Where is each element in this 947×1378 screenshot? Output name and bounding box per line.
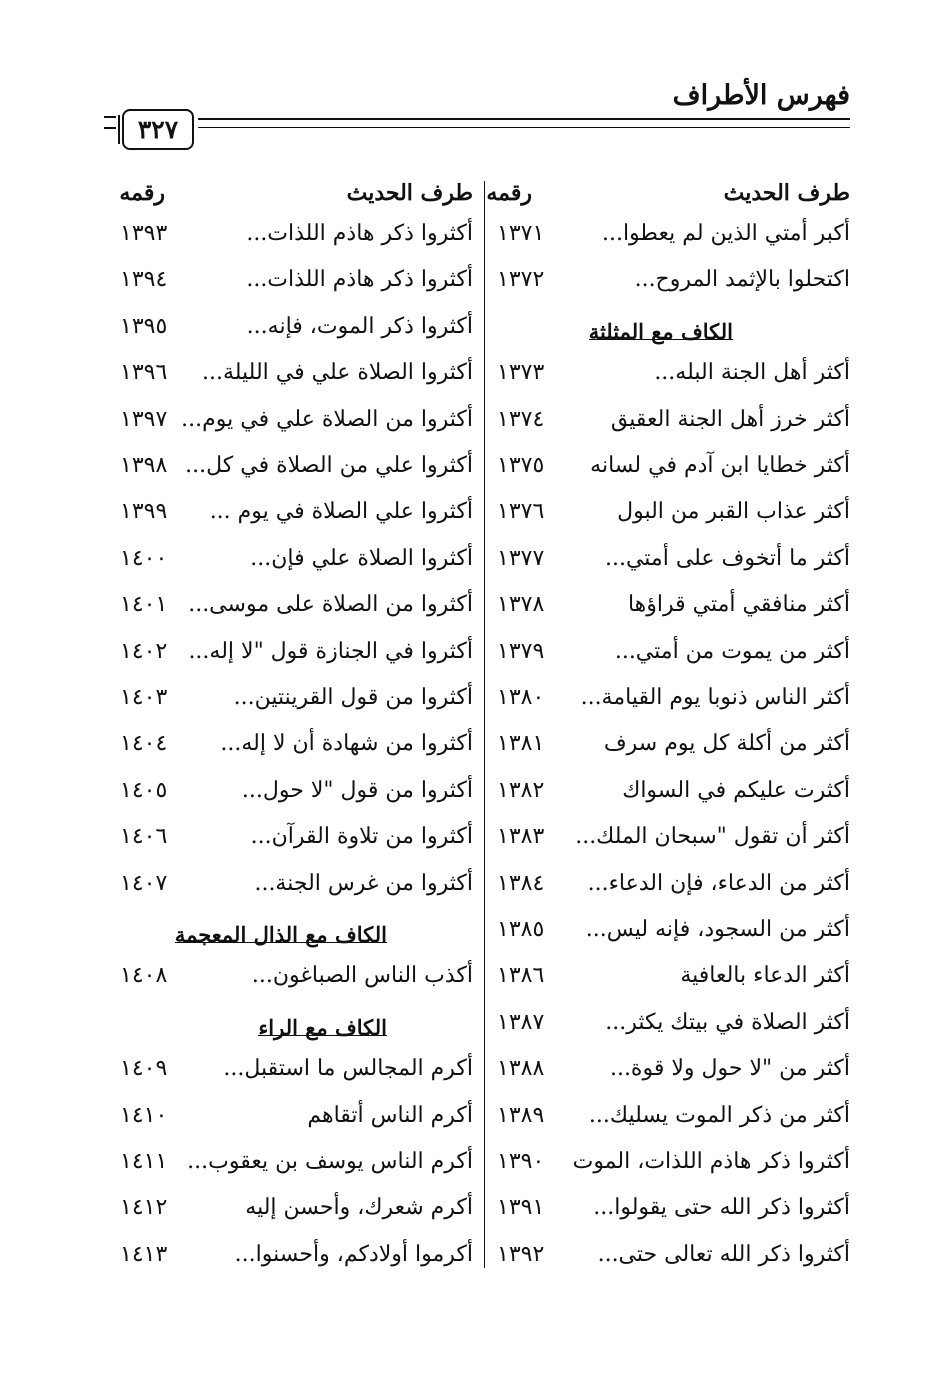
hadith-entry-number: ١٣٧٧ [497, 545, 545, 571]
hadith-entry-number: ١٣٨٦ [497, 963, 545, 989]
hadith-entry-number: ١٣٩٦ [120, 360, 168, 386]
hadith-entry-number: ١٣٩٢ [497, 1241, 545, 1267]
hadith-entry-text: أكذب الناس الصباغون... [251, 963, 473, 989]
hadith-entry-text: أكثر أن تقول "سبحان الملك... [575, 824, 850, 850]
hadith-entry-number: ١٤٠٨ [120, 963, 168, 989]
hadith-entry-number: ١٤١٣ [120, 1241, 168, 1267]
hadith-entry-number: ١٣٨٠ [497, 685, 545, 710]
hadith-entry-number: ١٣٩٣ [120, 221, 168, 246]
hadith-entry-number: ١٣٧٣ [497, 360, 545, 386]
hadith-entry-number: ١٣٧٩ [497, 638, 545, 664]
hadith-entry-text: أكثروا علي الصلاة في يوم ... [209, 499, 473, 525]
hadith-entry-text: أكرم شعرك، وأحسن إليه [245, 1195, 473, 1221]
hadith-entry-number: ١٣٧٥ [497, 453, 545, 478]
hadith-entry-text: أكثروا في الجنازة قول "لا إله... [188, 638, 473, 664]
hadith-entry-text: أكثر من ذكر الموت يسليك... [588, 1102, 850, 1128]
hadith-entry-number: ١٤٠٩ [120, 1056, 168, 1082]
hadith-entry-text: أكثر من أكلة كل يوم سرف [603, 731, 850, 757]
hadith-entry-text: أكثر من الدعاء، فإن الدعاء... [587, 870, 850, 896]
hadith-entry-number: ١٤١١ [120, 1149, 168, 1174]
hadith-entry-number: ١٤٠٦ [120, 824, 168, 850]
hadith-entry-number: ١٣٧٦ [497, 499, 545, 525]
hadith-entry-number: ١٣٩٨ [120, 453, 168, 478]
hadith-entry-number: ١٣٧٤ [497, 406, 545, 432]
hadith-entry-number: ١٣٩٥ [120, 313, 168, 339]
page-number: ٣٢٧ [137, 115, 179, 144]
hadith-entry-text: أكثروا من غرس الجنة... [254, 870, 473, 896]
right-number-header: رقمه [486, 180, 532, 206]
hadith-entry-number: ١٤١٠ [120, 1102, 168, 1128]
header-rule-thick [198, 118, 850, 120]
hadith-entry-text: أكثروا ذكر الله حتى يقولوا... [593, 1195, 850, 1221]
hadith-entry-text: أكرم الناس أتقاهم [307, 1102, 473, 1128]
hadith-entry-text: أكثر خطايا ابن آدم في لسانه [590, 453, 850, 478]
hadith-entry-text: أكرم الناس يوسف بن يعقوب... [187, 1149, 473, 1174]
hadith-entry-number: ١٣٧١ [497, 221, 545, 246]
hadith-entry-number: ١٣٧٢ [497, 267, 545, 293]
hadith-entry-text: أكثروا من تلاوة القرآن... [250, 824, 473, 850]
hadith-entry-text: أكبر أمتي الذين لم يعطوا... [601, 221, 850, 246]
page-title: فهرس الأطراف [672, 80, 850, 111]
hadith-entry-number: ١٤٠٢ [120, 638, 168, 664]
hadith-entry-number: ١٣٩٩ [120, 499, 168, 525]
hadith-entry-number: ١٣٨٧ [497, 1009, 545, 1035]
hadith-entry-number: ١٤٠٤ [120, 731, 168, 757]
left-hadith-header: طرف الحديث [346, 180, 473, 206]
hadith-entry-number: ١٤٠٠ [120, 545, 168, 571]
hadith-entry-number: ١٣٨٩ [497, 1102, 545, 1128]
hadith-entry-text: أكثروا من قول القرينتين... [233, 685, 473, 710]
hadith-entry-text: أكثروا من الصلاة على موسى... [188, 592, 473, 618]
right-hadith-header: طرف الحديث [723, 180, 850, 206]
hadith-entry-text: أكثر الدعاء بالعافية [680, 963, 850, 989]
hadith-entry-text: أكثر الصلاة في بيتك يكثر... [605, 1009, 850, 1035]
hadith-entry-text: أكثر من "لا حول ولا قوة... [609, 1056, 850, 1082]
hadith-entry-text: أكثروا ذكر هاذم اللذات... [246, 267, 473, 293]
column-divider [484, 181, 485, 1268]
hadith-entry-number: ١٣٩١ [497, 1195, 545, 1221]
hadith-entry-text: أكثروا الصلاة علي في الليلة... [201, 360, 473, 386]
hadith-entry-text: أكثروا من شهادة أن لا إله... [220, 731, 473, 757]
hadith-entry-text: أكثرت عليكم في السواك [622, 777, 850, 803]
hadith-entry-number: ١٤٠٣ [120, 685, 168, 710]
page-number-box [122, 109, 194, 150]
hadith-entry-text: أكرموا أولادكم، وأحسنوا... [234, 1241, 473, 1267]
header-rule-thin [198, 127, 850, 128]
hadith-entry-number: ١٤٠٥ [120, 777, 168, 803]
hadith-entry-text: أكثروا ذكر الله تعالى حتى... [597, 1241, 850, 1267]
section-heading: الكاف مع المثلثة [588, 318, 733, 344]
hadith-entry-text: أكثر منافقي أمتي قراؤها [627, 592, 850, 618]
hadith-entry-text: أكثروا علي من الصلاة في كل... [185, 453, 473, 478]
double-line-mark [104, 116, 116, 129]
hadith-entry-number: ١٣٨٤ [497, 870, 545, 896]
hadith-entry-number: ١٤٠٧ [120, 870, 168, 896]
hadith-entry-text: أكثر من يموت من أمتي... [614, 638, 850, 664]
left-number-header: رقمه [119, 180, 165, 206]
hadith-entry-number: ١٣٨٨ [497, 1056, 545, 1082]
hadith-entry-number: ١٤٠١ [120, 592, 168, 618]
hadith-entry-text: أكثروا ذكر هاذم اللذات... [246, 221, 473, 246]
hadith-entry-number: ١٣٨٣ [497, 824, 545, 850]
hadith-entry-number: ١٣٩٧ [120, 406, 168, 432]
hadith-entry-text: اكتحلوا بالإثمد المروح... [634, 267, 850, 293]
hadith-entry-number: ١٣٨٢ [497, 777, 545, 803]
hadith-entry-number: ١٣٨١ [497, 731, 545, 757]
hadith-entry-text: أكثروا من الصلاة علي في يوم... [181, 406, 473, 432]
hadith-entry-text: أكثروا الصلاة علي فإن... [250, 545, 473, 571]
hadith-entry-text: أكثر أهل الجنة البله... [654, 360, 850, 386]
hadith-entry-number: ١٤١٢ [120, 1195, 168, 1221]
section-heading: الكاف مع الراء [258, 1014, 387, 1040]
hadith-entry-text: أكثر الناس ذنوبا يوم القيامة... [580, 685, 850, 710]
hadith-entry-text: أكثر عذاب القبر من البول [617, 499, 850, 525]
hadith-entry-text: أكثروا من قول "لا حول... [241, 777, 473, 803]
hadith-entry-number: ١٣٧٨ [497, 592, 545, 618]
hadith-entry-number: ١٣٨٥ [497, 917, 545, 942]
hadith-entry-text: أكثر خرز أهل الجنة العقيق [610, 406, 850, 432]
section-heading: الكاف مع الذال المعجمة [174, 922, 387, 947]
hadith-entry-text: أكثروا ذكر هاذم اللذات، الموت [572, 1149, 850, 1174]
hadith-entry-text: أكثروا ذكر الموت، فإنه... [246, 313, 473, 339]
hadith-entry-number: ١٣٩٠ [497, 1149, 545, 1174]
hadith-entry-text: أكثر ما أتخوف على أمتي... [604, 545, 850, 571]
hadith-entry-number: ١٣٩٤ [120, 267, 168, 293]
hadith-entry-text: أكرم المجالس ما استقبل... [223, 1056, 473, 1082]
hadith-entry-text: أكثر من السجود، فإنه ليس... [585, 917, 850, 942]
